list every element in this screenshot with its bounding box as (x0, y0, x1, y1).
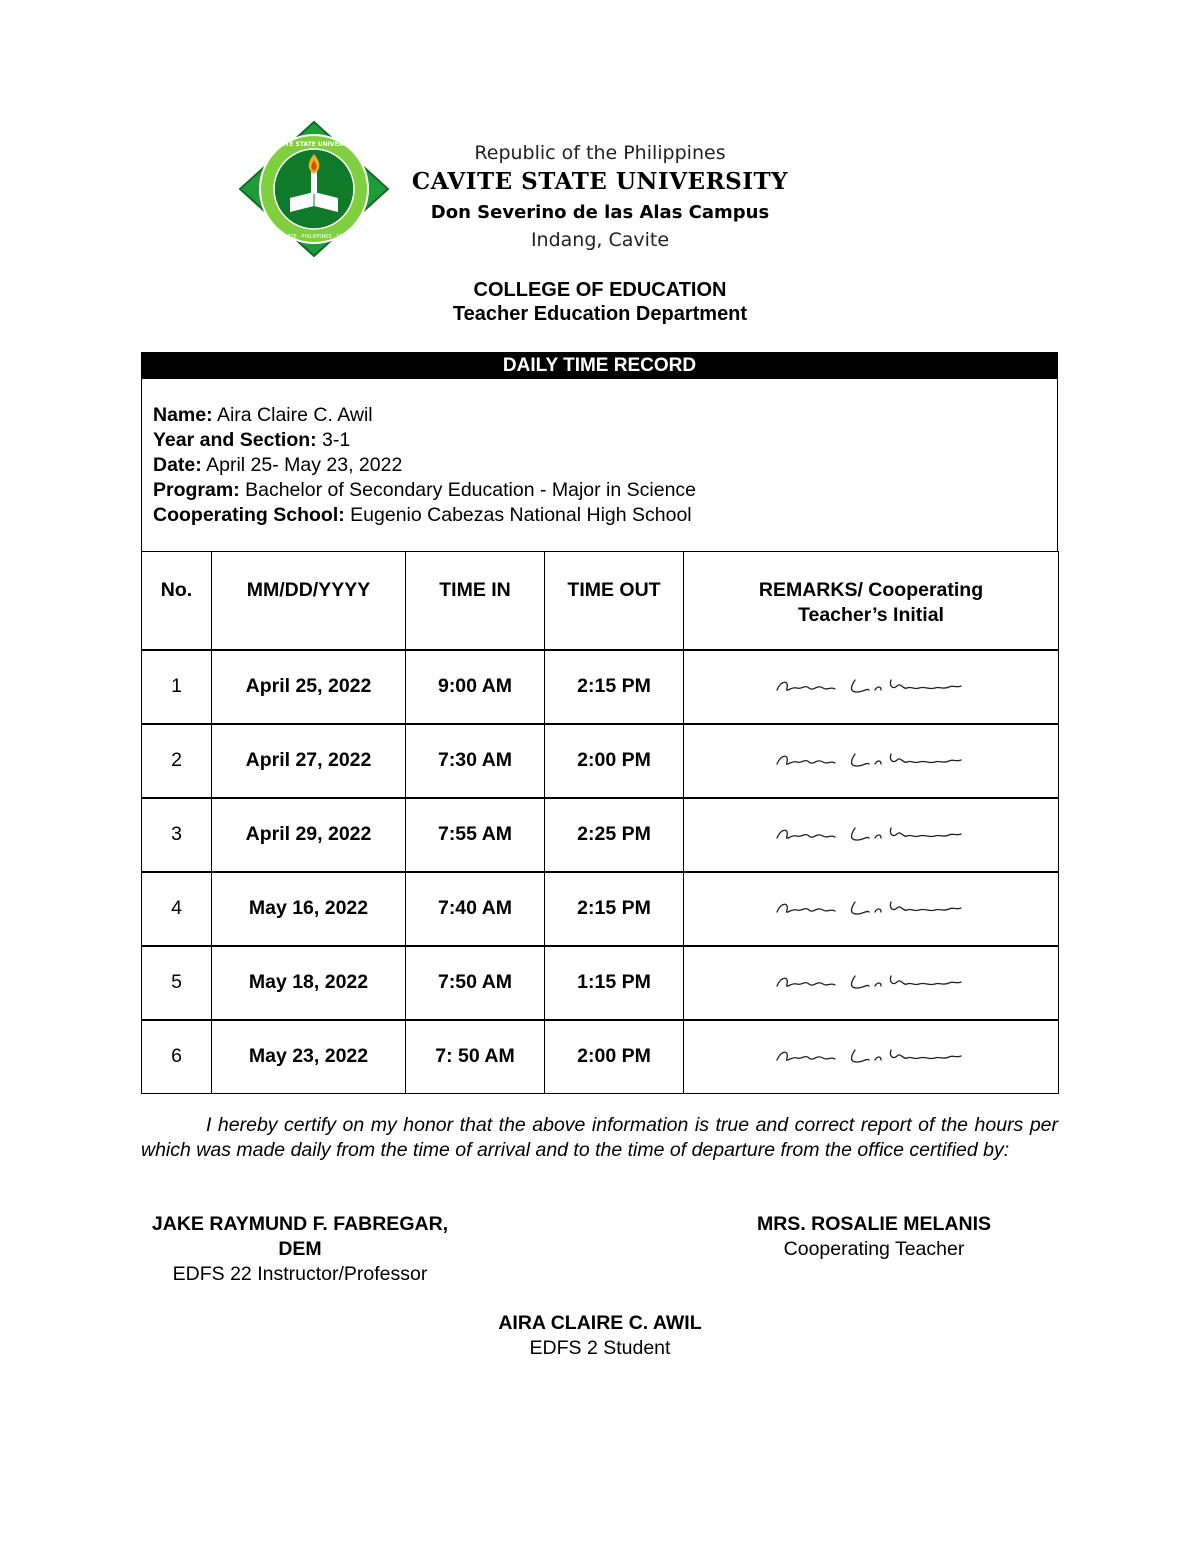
signatory-name: JAKE RAYMUND F. FABREGAR, DEM (151, 1213, 449, 1260)
svg-text:CAVITE · PHILIPPINES · 1906: CAVITE · PHILIPPINES · 1906 (278, 234, 350, 240)
info-year-section: Year and Section: 3-1 (153, 429, 351, 451)
campus-location: Indang, Cavite (530, 229, 670, 251)
info-date: Date: April 25- May 23, 2022 (153, 454, 403, 476)
teacher-initial-signature (771, 894, 971, 924)
university-name: CAVITE STATE UNIVERSITY (411, 168, 789, 195)
info-program: Program: Bachelor of Secondary Education - Major in Science (153, 479, 697, 501)
row-teacher-initial (684, 872, 1059, 946)
row-time-in: 7:30 AM (406, 724, 545, 798)
row-time-out: 2:00 PM (545, 1020, 684, 1094)
signatory-role: EDFS 22 Instructor/Professor (172, 1263, 428, 1285)
signatory-name: AIRA CLAIRE C. AWIL (498, 1312, 702, 1334)
table-row (142, 724, 1059, 798)
row-date: May 23, 2022 (212, 1020, 406, 1094)
row-time-out: 2:25 PM (545, 798, 684, 872)
row-time-in: 7:40 AM (406, 872, 545, 946)
row-number: 5 (142, 946, 212, 1020)
header-remarks: REMARKS/ Cooperating Teacher’s Initial (684, 552, 1059, 650)
college-name: COLLEGE OF EDUCATION (473, 279, 727, 301)
signatory-student (430, 1311, 770, 1361)
row-number: 3 (142, 798, 212, 872)
teacher-initial-signature (771, 968, 971, 998)
signatory-cooperating-teacher (700, 1212, 1048, 1262)
row-teacher-initial (684, 650, 1059, 724)
row-time-out: 2:15 PM (545, 650, 684, 724)
campus-name: Don Severino de las Alas Campus (430, 202, 770, 223)
signatory-role: EDFS 2 Student (529, 1337, 671, 1359)
info-name: Name: Aira Claire C. Awil (153, 404, 373, 426)
header-no: No. (142, 552, 212, 650)
time-record-table (141, 551, 1059, 1094)
row-number: 4 (142, 872, 212, 946)
row-number: 1 (142, 650, 212, 724)
table-row (142, 1020, 1059, 1094)
row-time-in: 9:00 AM (406, 650, 545, 724)
row-date: May 16, 2022 (212, 872, 406, 946)
teacher-initial-signature (771, 746, 971, 776)
row-time-out: 2:00 PM (545, 724, 684, 798)
row-teacher-initial (684, 798, 1059, 872)
student-info-box (141, 379, 1058, 551)
row-time-out: 1:15 PM (545, 946, 684, 1020)
info-cooperating-school: Cooperating School: Eugenio Cabezas National High School (153, 504, 692, 526)
row-date: April 27, 2022 (212, 724, 406, 798)
row-date: April 25, 2022 (212, 650, 406, 724)
row-teacher-initial (684, 724, 1059, 798)
table-row (142, 650, 1059, 724)
teacher-initial-signature (771, 820, 971, 850)
row-number: 6 (142, 1020, 212, 1094)
table-row (142, 946, 1059, 1020)
row-teacher-initial (684, 1020, 1059, 1094)
svg-text:CAVITE STATE UNIVERSITY: CAVITE STATE UNIVERSITY (269, 141, 359, 148)
row-time-out: 2:15 PM (545, 872, 684, 946)
signatory-role: Cooperating Teacher (783, 1238, 965, 1260)
header-date: MM/DD/YYYY (212, 552, 406, 650)
header-time-out: TIME OUT (545, 552, 684, 650)
teacher-initial-signature (771, 672, 971, 702)
header-time-in: TIME IN (406, 552, 545, 650)
republic-line: Republic of the Philippines (474, 142, 726, 164)
row-date: April 29, 2022 (212, 798, 406, 872)
table-row (142, 872, 1059, 946)
table-row (142, 798, 1059, 872)
department-name: Teacher Education Department (452, 303, 748, 325)
row-time-in: 7:50 AM (406, 946, 545, 1020)
daily-time-record-title: DAILY TIME RECORD (141, 352, 1058, 379)
row-number: 2 (142, 724, 212, 798)
teacher-initial-signature (771, 1042, 971, 1072)
row-time-in: 7:55 AM (406, 798, 545, 872)
signatory-name: MRS. ROSALIE MELANIS (756, 1213, 991, 1235)
certification-statement: I hereby certify on my honor that the above information is true and correct report of the hours per which was made daily from the time of arrival and to the time of departure from the office certified by: (141, 1114, 1058, 1161)
signatory-instructor (130, 1212, 470, 1287)
row-time-in: 7: 50 AM (406, 1020, 545, 1094)
row-teacher-initial (684, 946, 1059, 1020)
row-date: May 18, 2022 (212, 946, 406, 1020)
